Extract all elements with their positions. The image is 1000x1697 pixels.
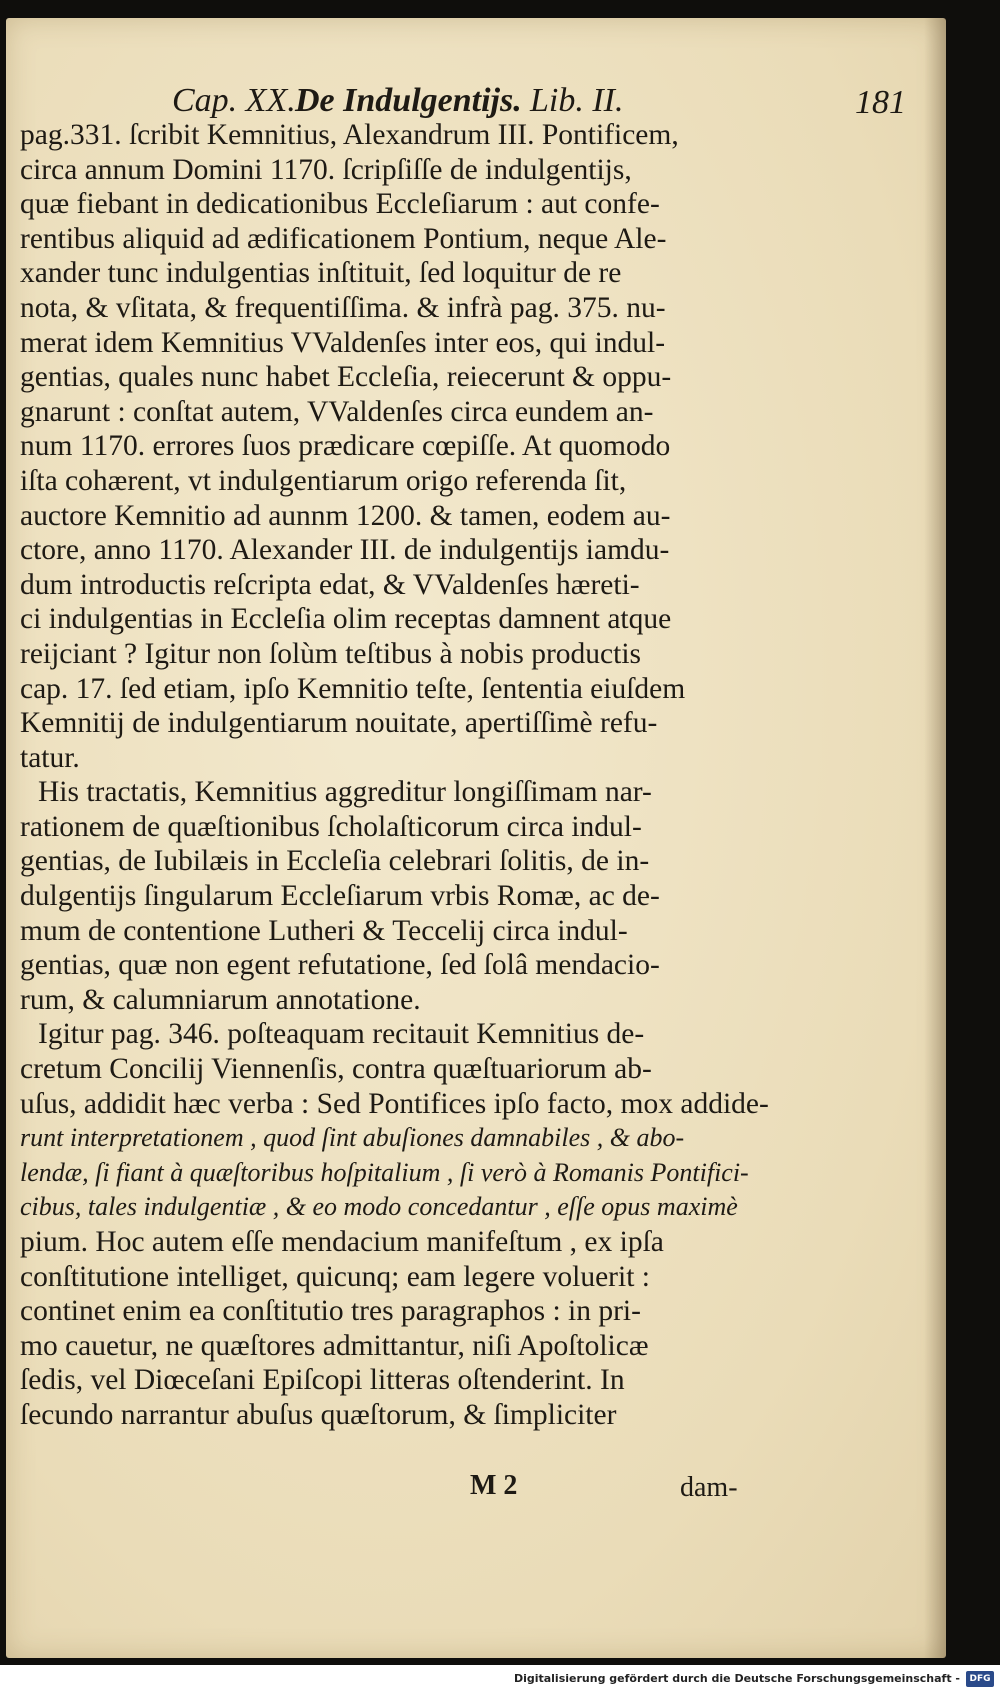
- credit-bar: [0, 1665, 1000, 1697]
- header-title: De Indulgentijs.: [295, 82, 522, 119]
- text-line: iſta cohærent, vt indulgentiarum origo referenda ſit,: [20, 464, 627, 497]
- signature-mark: M 2: [470, 1470, 518, 1501]
- text-line: lendæ, ſi fiant à quæſtoribus hoſpitalium , ſi verò à Romanis Pontifici-: [20, 1157, 749, 1187]
- body-text: [20, 118, 769, 1433]
- text-line: cap. 17. ſed etiam, ipſo Kemnitio teſte, ſententia eiuſdem: [20, 672, 686, 705]
- text-line: dum introductis reſcripta edat, & VValdenſes hæreti-: [20, 568, 640, 601]
- text-line: runt interpretationem , quod ſint abuſiones damnabiles , & abo-: [20, 1123, 685, 1153]
- text-line: mo cauetur, ne quæſtores admittantur, niſi Apoſtolicæ: [20, 1329, 649, 1362]
- page-spine-shadow: [924, 18, 946, 1658]
- text-line: conſtitutione intelliget, quicunq; eam legere voluerit :: [20, 1260, 650, 1293]
- header-chapter: Cap. XX.: [172, 82, 296, 119]
- text-line: Kemnitij de indulgentiarum nouitate, apertiſſimè refu-: [20, 707, 658, 740]
- text-line: rentibus aliquid ad ædificationem Pontium, neque Ale-: [20, 222, 667, 255]
- text-line: uſus, addidit hæc verba : Sed Pontifices ipſo facto, mox addide-: [20, 1087, 769, 1120]
- catchword: dam-: [680, 1472, 738, 1503]
- text-line: reijciant ? Igitur non ſolùm teſtibus à nobis productis: [20, 637, 642, 670]
- text-line: tatur.: [20, 741, 80, 774]
- text-line: pium. Hoc autem eſſe mendacium manifeſtum , ex ipſa: [20, 1226, 664, 1258]
- text-line: xander tunc indulgentias inſtituit, ſed loquitur de re: [20, 257, 622, 290]
- text-line: dulgentijs ſingularum Eccleſiarum vrbis Romæ, ac de-: [20, 880, 660, 913]
- text-line: Igitur pag. 346. poſteaquam recitauit Kemnitius de-: [38, 1018, 645, 1051]
- text-line: nota, & vſitata, & frequentiſſima. & infrà pag. 375. nu-: [20, 291, 666, 324]
- dfg-logo: DFG: [966, 1671, 994, 1687]
- text-line: circa annum Domini 1170. ſcripſiſſe de indulgentijs,: [20, 153, 632, 186]
- header-book: Lib. II.: [530, 82, 624, 119]
- text-line: gentias, quæ non egent refutatione, ſed ſolâ mendacio-: [20, 949, 660, 982]
- text-line: num 1170. errores ſuos prædicare cœpiſſe. At quomodo: [20, 430, 671, 463]
- text-line: rationem de quæſtionibus ſcholaſticorum circa indul-: [20, 810, 642, 843]
- text-line: cretum Concilij Viennenſis, contra quæſtuariorum ab-: [20, 1053, 652, 1086]
- text-line: gentias, quales nunc habet Eccleſia, reiecerunt & oppu-: [20, 361, 672, 394]
- text-line: ctore, anno 1170. Alexander III. de indulgentijs iamdu-: [20, 534, 670, 567]
- credit-text: Digitalisierung gefördert durch die Deutsche Forschungsgemeinschaft -: [513, 1672, 960, 1685]
- text-line: mum de contentione Lutheri & Teccelij circa indul-: [20, 914, 628, 947]
- text-line: merat idem Kemnitius VValdenſes inter eos, qui indul-: [20, 326, 666, 359]
- text-line: rum, & calumniarum annotatione.: [20, 983, 421, 1016]
- text-line: cibus, tales indulgentiæ , & eo modo concedantur , eſſe opus maximè: [20, 1192, 738, 1222]
- running-header: [160, 62, 906, 122]
- text-line: ci indulgentias in Eccleſia olim receptas damnent atque: [20, 603, 672, 636]
- text-line: auctore Kemnitio ad aunnm 1200. & tamen, eodem au-: [20, 499, 671, 532]
- text-line: continet enim ea conſtitutio tres paragraphos : in pri-: [20, 1295, 641, 1328]
- page-number: 181: [855, 84, 906, 121]
- text-line: ſecundo narrantur abuſus quæſtorum, & ſimpliciter: [20, 1398, 617, 1431]
- text-line: pag.331. ſcribit Kemnitius, Alexandrum III. Pontificem,: [20, 119, 679, 151]
- text-line: gentias, de Iubilæis in Eccleſia celebrari ſolitis, de in-: [20, 845, 650, 878]
- text-line: gnarunt : conſtat autem, VValdenſes circa eundem an-: [20, 395, 654, 428]
- text-line: ſedis, vel Diœceſani Epiſcopi litteras oſtenderint. In: [20, 1364, 625, 1397]
- text-line: His tractatis, Kemnitius aggreditur longiſſimam nar-: [38, 776, 652, 809]
- text-line: quæ fiebant in dedicationibus Eccleſiarum : aut confe-: [20, 188, 660, 221]
